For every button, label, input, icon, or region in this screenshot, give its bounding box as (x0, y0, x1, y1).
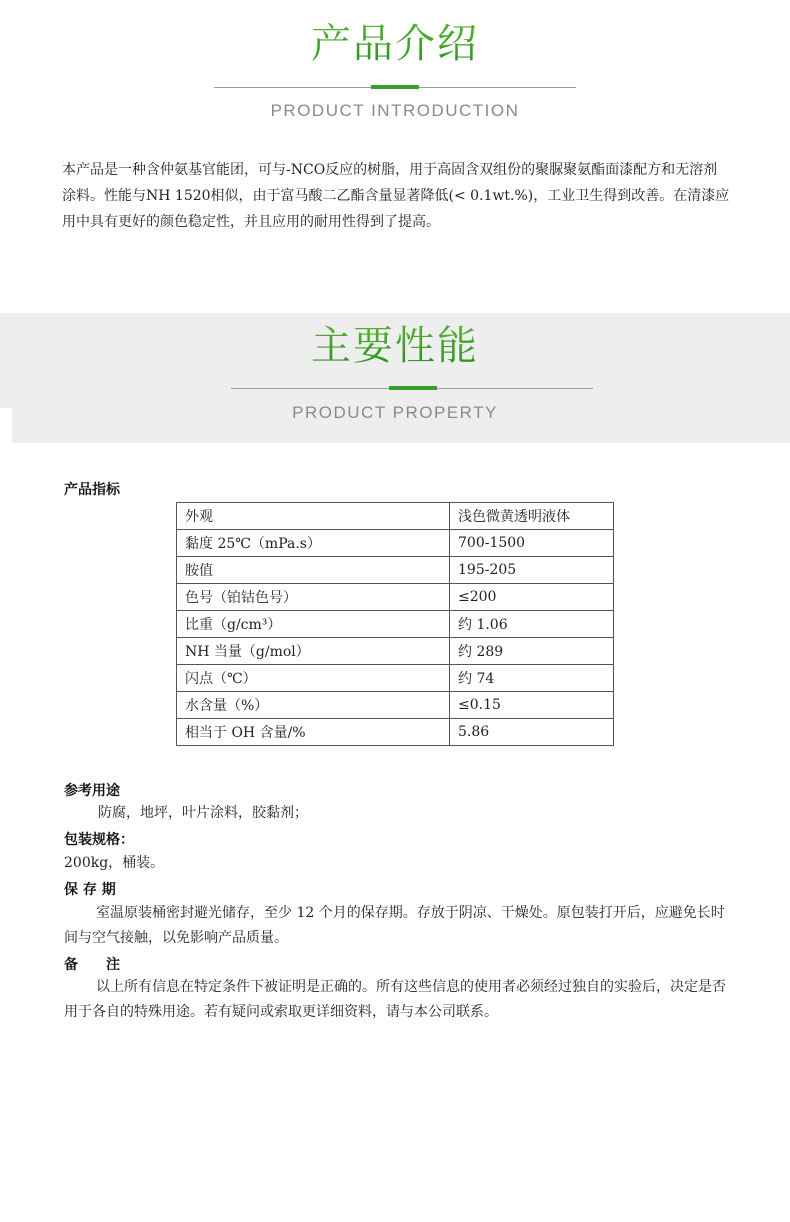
spec-row (177, 692, 614, 719)
property-title-zh: 主要性能 (311, 323, 479, 369)
packaging-text: 200kg，桶装。 (64, 855, 165, 871)
intro-title-wrap (0, 20, 790, 68)
spec-row (177, 557, 614, 584)
intro-title-zh: 产品介绍 (311, 21, 479, 67)
spec-row (177, 719, 614, 746)
packaging-heading: 包装规格： (64, 832, 134, 848)
spec-value-cell: 700-1500 (450, 530, 614, 557)
shelf-life-heading: 保 存 期 (64, 882, 116, 898)
spec-name-cell: 闪点（℃） (177, 665, 450, 692)
spec-row (177, 638, 614, 665)
spec-name-cell: 比重（g/cm³） (177, 611, 450, 638)
spec-name-cell: NH 当量（g/mol） (177, 638, 450, 665)
usage-text: 防腐，地坪，叶片涂料，胶黏剂； (98, 805, 308, 821)
spec-value-cell: 约 289 (450, 638, 614, 665)
intro-paragraph: 本产品是一种含仲氨基官能团，可与-NCO反应的树脂，用于高固含双组份的聚脲聚氨酯面漆配方和无溶剂涂料。性能与NH 1520相似，由于富马酸二乙酯含量显著降低(< 0.1wt.%)，工业卫生得到改善。在清漆应用中具有更好的颜色稳定性，并且应用的耐用性得到了提高。 (62, 162, 730, 230)
spec-name-cell: 胺值 (177, 557, 450, 584)
intro-title-en: PRODUCT INTRODUCTION (270, 101, 520, 120)
spec-table (176, 502, 614, 746)
spec-heading: 产品指标 (64, 482, 120, 498)
spec-row (177, 530, 614, 557)
spec-name-cell: 相当于 OH 含量/% (177, 719, 450, 746)
spec-value-cell: ≤0.15 (450, 692, 614, 719)
spec-name-cell: 外观 (177, 503, 450, 530)
property-divider-accent (389, 386, 437, 390)
intro-divider-accent (371, 85, 419, 89)
spec-value-cell: 约 74 (450, 665, 614, 692)
spec-row (177, 503, 614, 530)
remarks-heading: 备 注 (64, 957, 120, 973)
spec-row (177, 584, 614, 611)
spec-row (177, 665, 614, 692)
spec-value-cell: 5.86 (450, 719, 614, 746)
spec-value-cell: ≤200 (450, 584, 614, 611)
spec-name-cell: 黏度 25℃（mPa.s） (177, 530, 450, 557)
spec-row (177, 611, 614, 638)
property-title-en: PRODUCT PROPERTY (292, 403, 498, 422)
spec-name-cell: 水含量（%） (177, 692, 450, 719)
property-title-wrap (0, 322, 790, 370)
spec-value-cell: 195-205 (450, 557, 614, 584)
shelf-life-text: 室温原装桶密封避光储存，至少 12 个月的保存期。存放于阴凉、干燥处。原包装打开后，应避免长时间与空气接触，以免影响产品质量。 (64, 905, 725, 946)
usage-heading: 参考用途 (64, 783, 120, 799)
spec-name-cell: 色号（铂钴色号） (177, 584, 450, 611)
spec-value-cell: 约 1.06 (450, 611, 614, 638)
spec-value-cell: 浅色微黄透明液体 (450, 503, 614, 530)
remarks-text: 以上所有信息在特定条件下被证明是正确的。所有这些信息的使用者必须经过独自的实验后，决定是否用于各自的特殊用途。若有疑问或索取更详细资料，请与本公司联系。 (64, 979, 726, 1020)
